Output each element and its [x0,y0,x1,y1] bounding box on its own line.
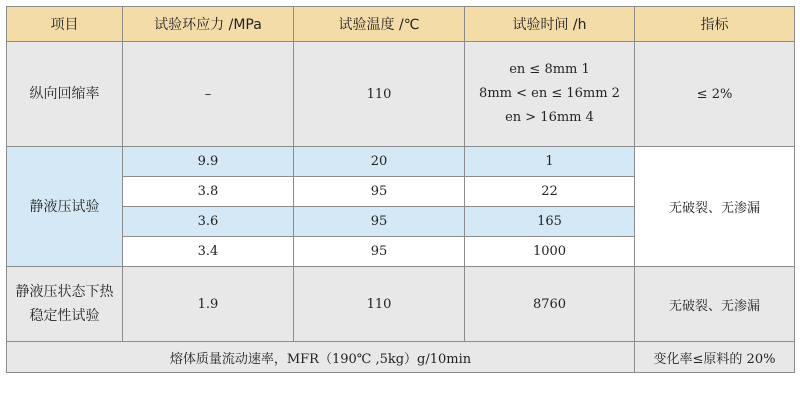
time-line: 8mm < en ≤ 16mm 2 [479,86,620,101]
item-line: 静液压状态下热 [15,284,114,300]
header-time: 试验时间 /h [465,7,635,42]
cell-indicator: 无破裂、无渗漏 [635,267,795,342]
cell-stress: 3.6 [123,207,294,237]
time-line: en ≤ 8mm 1 [509,62,590,77]
cell-temperature: 20 [294,147,465,177]
cell-stress: 9.9 [123,147,294,177]
cell-item [7,267,123,342]
cell-time [465,42,635,147]
cell-indicator: 变化率≤原料的 20% [635,342,795,373]
header-item: 项目 [7,7,123,42]
cell-time: 1 [465,147,635,177]
header-temperature: 试验温度 /℃ [294,7,465,42]
table-row-hydrostatic [7,147,795,177]
cell-temperature: 95 [294,177,465,207]
cell-time: 22 [465,177,635,207]
cell-time: 1000 [465,237,635,267]
cell-temperature: 110 [294,267,465,342]
table-row-shrinkage [7,42,795,147]
item-line: 稳定性试验 [29,308,100,324]
cell-time: 165 [465,207,635,237]
cell-mfr-text: 熔体质量流动速率，MFR（190℃ ,5kg）g/10min [7,342,635,373]
time-line: en > 16mm 4 [505,110,594,125]
cell-temperature: 95 [294,207,465,237]
cell-temperature: 95 [294,237,465,267]
cell-stress: 1.9 [123,267,294,342]
header-stress: 试验环应力 /MPa [123,7,294,42]
cell-stress: 3.8 [123,177,294,207]
cell-indicator: 无破裂、无渗漏 [635,147,795,267]
table-row-thermal-stability [7,267,795,342]
header-indicator: 指标 [635,7,795,42]
cell-item: 静液压试验 [7,147,123,267]
cell-stress: 3.4 [123,237,294,267]
cell-temperature: 110 [294,42,465,147]
table-row-mfr [7,342,795,373]
cell-item: 纵向回缩率 [7,42,123,147]
cell-indicator: ≤ 2% [635,42,795,147]
header-row [7,7,795,42]
test-spec-table [6,6,795,373]
cell-time: 8760 [465,267,635,342]
cell-stress: – [123,42,294,147]
